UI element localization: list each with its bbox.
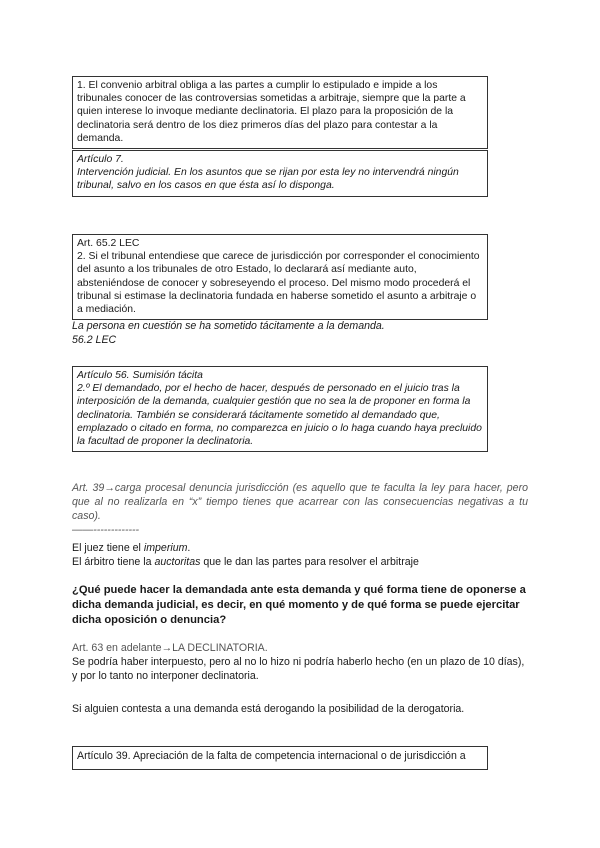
carga-procesal-note xyxy=(72,481,528,537)
articulo-7-text: Intervención judicial. En los asuntos que se rijan por esta ley no intervendrá ningún tribunal, salvo en los casos en que ésta así lo disponga. xyxy=(77,167,459,192)
articulo-7-title: Artículo 7. xyxy=(77,154,124,165)
sumision-note-line1: La persona en cuestión se ha sometido tácitamente a la demanda. xyxy=(72,320,385,332)
box-art-65-2-lec xyxy=(72,234,488,320)
carga-procesal-text: Art. 39→carga procesal denuncia jurisdicción (es aquello que te faculta la ley para hacer, pero que al no realizarla en “x” tiempo tienes que acarrear con las consecuencias negativas a tu caso). xyxy=(72,482,528,522)
question-heading: ¿Qué puede hacer la demandada ante esta demanda y qué forma tiene de oponerse a dicha demanda judicial, es decir, en qué momento y de qué forma se puede ejercitar dicha oposición o denuncia? xyxy=(72,584,526,626)
art-63-text: Se podría haber interpuesto, pero al no lo hizo ni podría haberlo hecho (en un plazo de 10 días), y por lo tanto no interponer declinatoria. xyxy=(72,656,525,682)
articulo-56-title: Artículo 56. Sumisión tácita xyxy=(77,370,203,381)
sumision-note-line2: 56.2 LEC xyxy=(72,334,117,346)
derogando-line: Si alguien contesta a una demanda está derogando la posibilidad de la derogatoria. xyxy=(72,703,465,715)
box-articulo-39 xyxy=(72,746,488,770)
box-articulo-7 xyxy=(72,150,488,197)
box-articulo-56 xyxy=(72,366,488,452)
arbitro-pre: El árbitro tiene la xyxy=(72,556,155,568)
box-convenio-arbitral xyxy=(72,76,488,149)
separator-line: ——------------- xyxy=(72,524,140,536)
juez-post: . xyxy=(187,542,191,554)
art-65-text: 2. Si el tribunal entendiese que carece de jurisdicción por corresponder el conocimiento del asunto a los tribunales de otro Estado, lo declarará así mediante auto, absteniéndose de conocer y sobreseyendo el proceso. Del mismo modo procederá el tribunal si estimase la declinatoria fundada en haberse sometido el asunto a arbitraje o a mediación. xyxy=(77,251,480,316)
convenio-text: 1. El convenio arbitral obliga a las partes a cumplir lo estipulado e impide a los tribunales conocer de las controversias sometidas a arbitraje, siempre que la parte a quien interese lo invoque mediante declinatoria. El plazo para la proposición de la declinatoria será dentro de los diez primeros días del plazo para contestar a la demanda. xyxy=(77,80,466,144)
articulo-56-text: 2.º El demandado, por el hecho de hacer, después de personado en el juicio tras la interposición de la demanda, cualquier gestión que no sea la de proponer en forma la declinatoria. También se considerará tácitamente sometido al demandado que, emplazado o citado en forma, no comparezca en juicio o lo haga cuando haya precluido la facultad de proponer la declinatoria. xyxy=(77,383,482,448)
articulo-39-text: Artículo 39. Apreciación de la falta de competencia internacional o de jurisdicción a xyxy=(77,750,466,762)
art-65-title: Art. 65.2 LEC xyxy=(77,238,140,249)
art-63-heading: Art. 63 en adelante→LA DECLINATORIA. xyxy=(72,642,268,654)
juez-line xyxy=(72,541,528,555)
juez-em: imperium xyxy=(143,542,188,554)
sumision-note xyxy=(72,319,528,347)
arbitro-post: que le dan las partes para resolver el arbitraje xyxy=(200,556,419,568)
arbitro-em: auctoritas xyxy=(154,556,201,568)
arbitro-line xyxy=(72,555,528,569)
art-63-block xyxy=(72,641,528,683)
juez-pre: El juez tiene el xyxy=(72,542,144,554)
